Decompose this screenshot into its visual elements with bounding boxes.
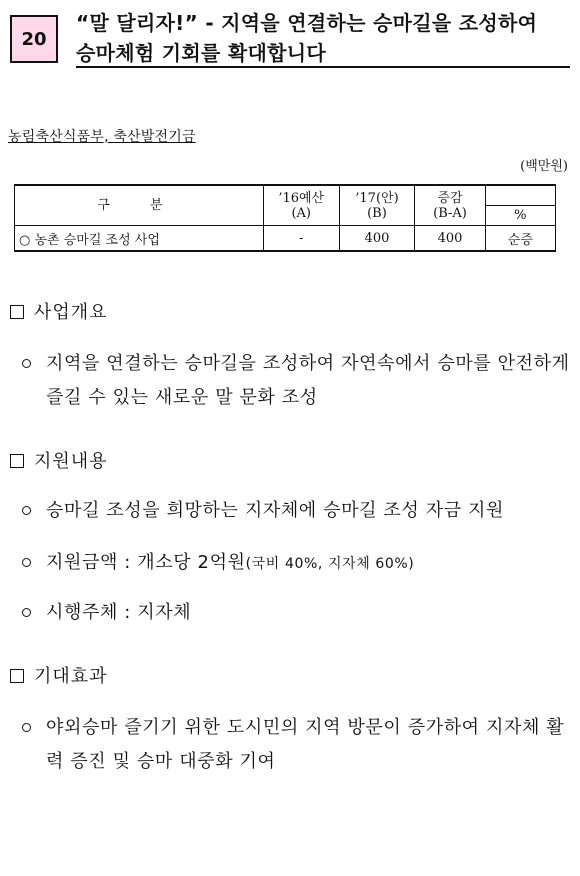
budget-table	[14, 184, 556, 252]
header-2017: ’17(안) (B)	[339, 185, 415, 226]
cell-2017: 400	[339, 226, 415, 252]
section-effect-heading: 기대효과	[10, 662, 108, 688]
page-title	[76, 8, 570, 68]
row-label: ○ 농촌 승마길 조성 사업	[15, 226, 264, 252]
header-category: 구 분	[15, 185, 264, 226]
circle-bullet-icon	[22, 359, 31, 368]
ministry-label: 농림축산식품부, 축산발전기금	[8, 129, 196, 145]
circle-bullet-icon	[22, 558, 31, 567]
title-underline	[76, 66, 570, 68]
cell-change: 400	[415, 226, 485, 252]
header-change-blank	[485, 185, 555, 206]
square-bullet-icon	[10, 305, 24, 319]
square-bullet-icon	[10, 669, 24, 683]
unit-label: (백만원)	[520, 159, 568, 174]
circle-bullet-icon	[22, 608, 31, 617]
circle-bullet-icon	[22, 723, 31, 732]
item-number-badge: 20	[10, 15, 58, 63]
table-row	[15, 226, 556, 252]
header-change: 증감 (B-A)	[415, 185, 485, 226]
square-bullet-icon	[10, 454, 24, 468]
section-overview-heading: 사업개요	[10, 298, 108, 324]
support-bullet-1: 승마길 조성을 희망하는 지자체에 승마길 조성 자금 지원	[22, 494, 572, 528]
support-bullet-3: 시행주체 : 지자체	[22, 596, 572, 630]
support-bullet-2: 지원금액 : 개소당 2억원(국비 40%, 지자체 60%)	[22, 546, 572, 581]
circle-bullet-icon	[22, 506, 31, 515]
section-support-heading: 지원내용	[10, 447, 108, 473]
cell-pct: 순증	[485, 226, 555, 252]
cell-2016: -	[263, 226, 339, 252]
title-line-2: 승마체험 기회를 확대합니다	[76, 41, 326, 65]
header-2016: ’16예산 (A)	[263, 185, 339, 226]
title-line-1: “말 달리자!” - 지역을 연결하는 승마길을 조성하여	[76, 11, 538, 35]
effect-bullet: 야외승마 즐기기 위한 도시민의 지역 방문이 증가하여 지자체 활력 증진 및 승마 대중화 기여	[22, 711, 572, 779]
overview-bullet: 지역을 연결하는 승마길을 조성하여 자연속에서 승마를 안전하게 즐길 수 있는 새로운 말 문화 조성	[22, 347, 572, 415]
header-pct: %	[485, 206, 555, 226]
